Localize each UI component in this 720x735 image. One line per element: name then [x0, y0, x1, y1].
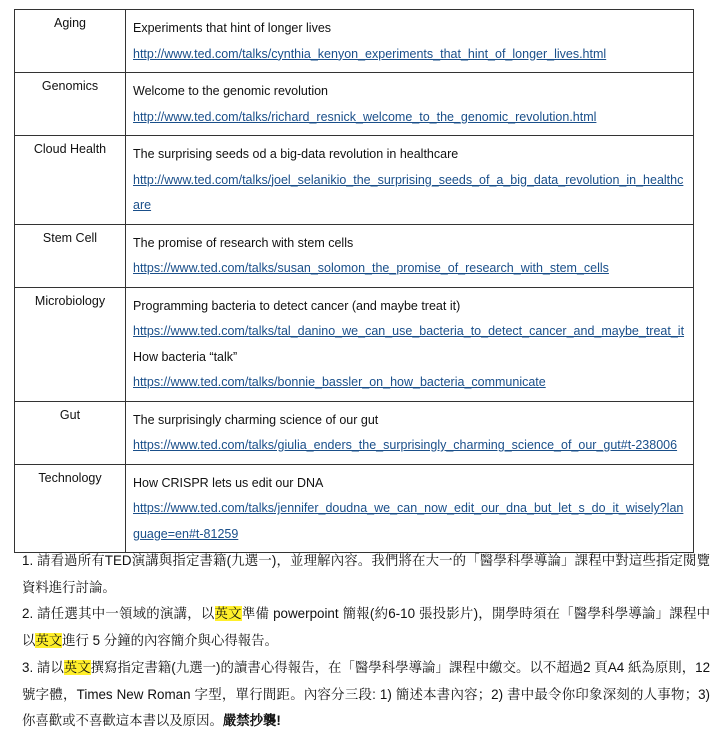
- talk-title: How bacteria “talk”: [133, 349, 238, 364]
- talk-entry: [133, 294, 687, 345]
- table-row: [15, 464, 694, 553]
- talk-link[interactable]: http://www.ted.com/talks/cynthia_kenyon_experiments_that_hint_of_longer_lives.html: [133, 46, 607, 61]
- talk-title: How CRISPR lets us edit our DNA: [133, 475, 324, 490]
- instruction-1: [22, 548, 710, 601]
- talk-link[interactable]: http://www.ted.com/talks/joel_selanikio_the_surprising_seeds_of_a_big_data_revolution_in_healthcare: [133, 172, 684, 212]
- talks-cell: [126, 73, 694, 136]
- talk-link[interactable]: https://www.ted.com/talks/tal_danino_we_can_use_bacteria_to_detect_cancer_and_maybe_treat_it: [133, 324, 685, 338]
- talk-entry: [133, 345, 687, 396]
- talk-entry: [133, 16, 687, 67]
- talks-cell: [126, 136, 694, 225]
- category-cell: Stem Cell: [15, 224, 126, 287]
- ted-talks-table-container: [14, 9, 694, 553]
- talks-cell: [126, 464, 694, 553]
- category-cell: Microbiology: [15, 287, 126, 401]
- category-cell: Gut: [15, 401, 126, 464]
- table-row: [15, 401, 694, 464]
- instruction-3-part-a: 3. 請以: [22, 659, 64, 675]
- talk-title: Welcome to the genomic revolution: [133, 84, 329, 98]
- talk-link[interactable]: https://www.ted.com/talks/giulia_enders_the_surprisingly_charming_science_of_our_gut#t-238006: [133, 438, 678, 452]
- instruction-2-part-c: 進行 5 分鐘的內容簡介與心得報告。: [62, 633, 278, 649]
- instruction-2-part-b: 準備 powerpoint 簡報(約6-10 張投影片)，開學時須在「醫學科學導論」課程中以: [22, 606, 711, 649]
- talks-cell: [126, 224, 694, 287]
- ted-talks-table: [14, 9, 694, 553]
- talks-cell: [126, 10, 694, 73]
- highlight-english-3: 英文: [63, 659, 91, 675]
- talk-entry: [133, 231, 687, 282]
- instruction-2-part-a: 2. 請任選其中一領域的演講，以: [22, 606, 215, 622]
- talk-link[interactable]: https://www.ted.com/talks/bonnie_bassler_on_how_bacteria_communicate: [133, 375, 546, 389]
- table-body: [15, 10, 694, 553]
- instructions: [22, 548, 710, 735]
- category-cell: Technology: [15, 464, 126, 553]
- no-plagiarism-warning: 嚴禁抄襲!: [222, 713, 281, 729]
- highlight-english-1: 英文: [214, 606, 242, 622]
- instruction-3: [22, 655, 710, 735]
- category-cell: Genomics: [15, 73, 126, 136]
- talks-cell: [126, 287, 694, 401]
- talk-title: Experiments that hint of longer lives: [133, 21, 332, 35]
- talk-title: The promise of research with stem cells: [133, 235, 354, 250]
- table-row: [15, 10, 694, 73]
- talk-link[interactable]: https://www.ted.com/talks/jennifer_doudna_we_can_now_edit_our_dna_but_let_s_do_it_wisely?language=en#t-81259: [133, 501, 684, 541]
- talk-link[interactable]: https://www.ted.com/talks/susan_solomon_the_promise_of_research_with_stem_cells: [133, 261, 609, 275]
- table-row: [15, 287, 694, 401]
- table-row: [15, 224, 694, 287]
- talk-entry: [133, 408, 687, 459]
- category-cell: Cloud Health: [15, 136, 126, 225]
- talk-title: The surprising seeds od a big-data revolution in healthcare: [133, 147, 459, 161]
- instruction-1-text: 1. 請看過所有TED演講與指定書籍(九選一)，並理解內容。我們將在大一的「醫學科學導論」課程中對這些指定閱覽資料進行討論。: [22, 553, 710, 595]
- instruction-2: [22, 601, 710, 654]
- talk-entry: [133, 79, 687, 130]
- instruction-3-part-b: 撰寫指定書籍(九選一)的讀書心得報告，在「醫學科學導論」課程中繳交。以不超過2 頁A4 紙為原則，12 號字體，Times New Roman 字型，單行間距。內容分三段: 1) 簡述本書內容；2) 書中最令你印象深刻的人事物；3)你喜歡或不喜歡這本書以及原因。: [22, 659, 711, 729]
- talk-title: The surprisingly charming science of our gut: [133, 412, 379, 427]
- table-row: [15, 73, 694, 136]
- highlight-english-2: 英文: [35, 633, 63, 649]
- category-cell: Aging: [15, 10, 126, 73]
- talk-entry: [133, 471, 687, 548]
- table-row: [15, 136, 694, 225]
- talk-entry: [133, 142, 687, 219]
- talk-title: Programming bacteria to detect cancer (and maybe treat it): [133, 298, 461, 313]
- talks-cell: [126, 401, 694, 464]
- talk-link[interactable]: http://www.ted.com/talks/richard_resnick_welcome_to_the_genomic_revolution.html: [133, 109, 597, 124]
